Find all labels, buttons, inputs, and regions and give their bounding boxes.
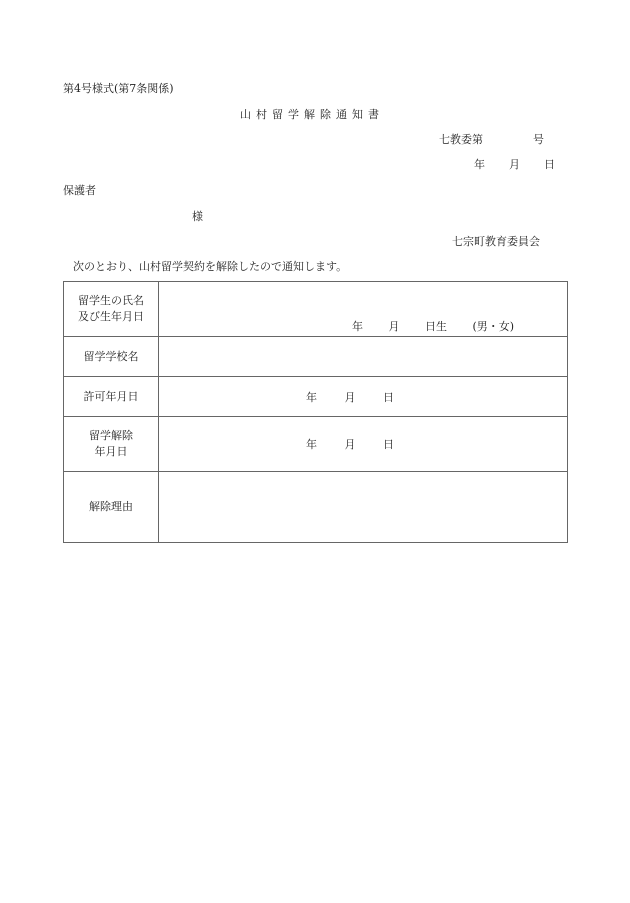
gender-choice: (男・女) (472, 320, 515, 333)
label-line: 留学解除 (89, 429, 133, 442)
row-label-cancellation-date (64, 417, 159, 472)
date-line (306, 436, 394, 452)
document-title: 山村留学解除通知書 (240, 108, 384, 121)
row-label-student-name-dob (64, 282, 159, 337)
dob-day: 日生 (425, 320, 447, 333)
table-row-permission-date (64, 377, 568, 417)
recipient-label: 保護者 (63, 184, 96, 197)
row-label-cancellation-reason: 解除理由 (64, 472, 159, 543)
cancellation-date-field[interactable] (159, 417, 568, 472)
row-label-school-name: 留学学校名 (64, 337, 159, 377)
recipient-honorific: 様 (192, 210, 203, 223)
dob-month: 月 (388, 320, 400, 333)
date-day: 日 (383, 390, 394, 404)
date-month: 月 (344, 438, 356, 451)
student-name-dob-field[interactable] (159, 282, 568, 337)
label-line: 及び生年月日 (78, 310, 144, 323)
dob-line (352, 318, 514, 334)
dob-year: 年 (352, 320, 363, 333)
issue-date-year: 年 (474, 158, 485, 171)
issuer-name: 七宗町教育委員会 (452, 235, 540, 248)
notice-body-text: 次のとおり、山村留学契約を解除したので通知します。 (73, 260, 348, 273)
table-row-student-name-dob (64, 282, 568, 337)
issue-date-day: 日 (544, 158, 555, 171)
form-number: 第4号様式(第7条関係) (63, 82, 174, 95)
label-line: 留学生の氏名 (78, 294, 144, 307)
date-year: 年 (306, 438, 317, 451)
school-name-field[interactable] (159, 337, 568, 377)
document-number-prefix: 七教委第 (439, 133, 483, 146)
notice-form-table (63, 281, 568, 543)
date-year: 年 (306, 390, 317, 404)
issue-date-month: 月 (509, 158, 520, 171)
date-line (306, 389, 394, 405)
table-row-school-name (64, 337, 568, 377)
label-line: 年月日 (94, 445, 128, 458)
date-day: 日 (383, 438, 394, 451)
cancellation-reason-field[interactable] (159, 472, 568, 543)
table-row-cancellation-date (64, 417, 568, 472)
permission-date-field[interactable] (159, 377, 568, 417)
table-row-cancellation-reason (64, 472, 568, 543)
document-number-suffix: 号 (533, 133, 544, 146)
date-month: 月 (344, 390, 356, 404)
row-label-permission-date: 許可年月日 (64, 377, 159, 417)
